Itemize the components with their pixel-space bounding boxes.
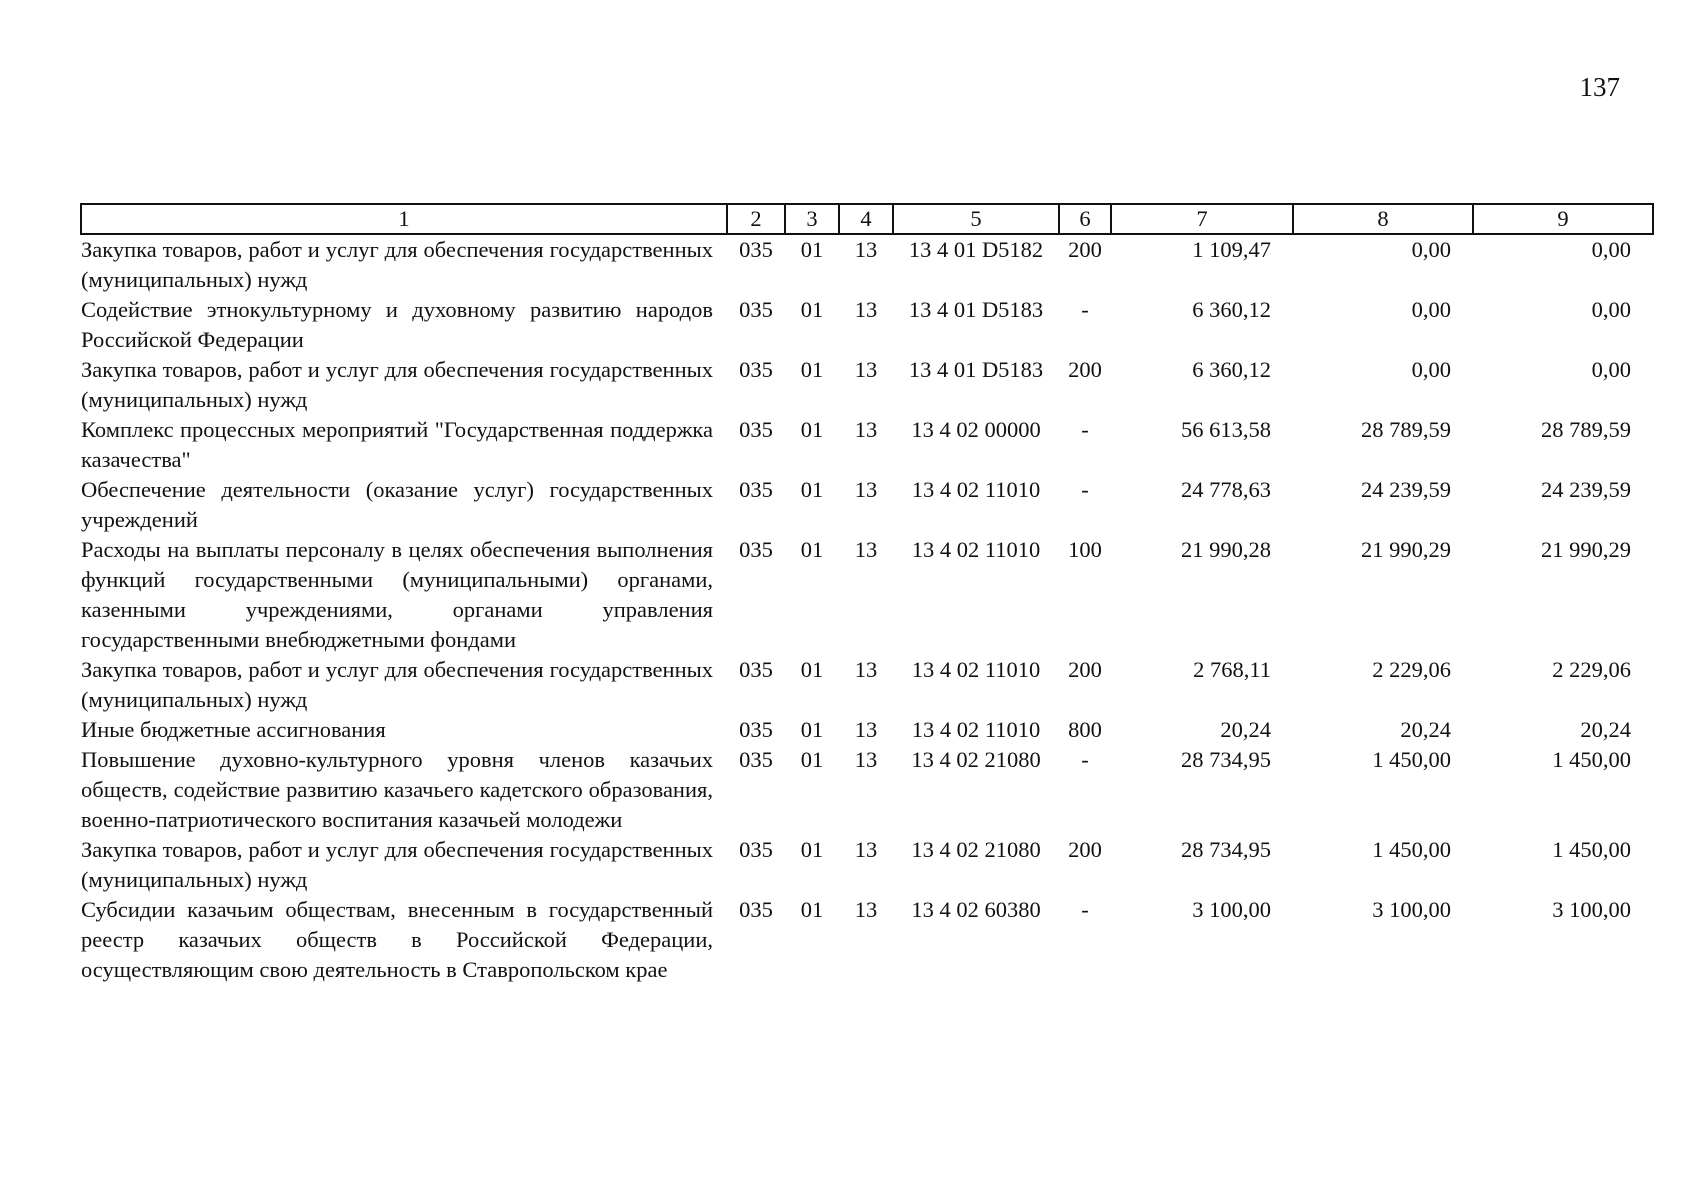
row-name: Расходы на выплаты персоналу в целях обеспечения выполнения функций государственными (муниципальными) органами, казенными учреждениями, органами управления государственными внебюджетными фондами	[81, 537, 713, 652]
table-row	[81, 745, 1653, 835]
cell-code-6: -	[1081, 747, 1089, 772]
row-name: Обеспечение деятельности (оказание услуг) государственных учреждений	[81, 477, 713, 532]
table-header	[81, 204, 1653, 234]
cell-amount-8: 21 990,29	[1361, 537, 1451, 562]
column-header: 4	[839, 204, 893, 234]
cell-amount-8: 2 229,06	[1372, 657, 1451, 682]
row-name: Комплекс процессных мероприятий "Государственная поддержка казачества"	[81, 417, 713, 472]
cell-amount-9: 0,00	[1591, 237, 1631, 262]
table-row	[81, 234, 1653, 295]
table-row	[81, 835, 1653, 895]
column-header: 7	[1111, 204, 1293, 234]
cell-code-3: 01	[800, 537, 824, 562]
cell-amount-8: 3 100,00	[1372, 897, 1451, 922]
cell-amount-7: 3 100,00	[1192, 897, 1271, 922]
cell-code-6: 200	[1068, 657, 1102, 682]
cell-amount-8: 28 789,59	[1361, 417, 1451, 442]
table-body	[81, 234, 1653, 985]
cell-amount-9: 20,24	[1580, 717, 1631, 742]
cell-amount-9: 1 450,00	[1552, 837, 1631, 862]
cell-code-3: 01	[800, 747, 824, 772]
row-name: Закупка товаров, работ и услуг для обеспечения государственных (муниципальных) нужд	[81, 357, 713, 412]
cell-amount-9: 0,00	[1591, 297, 1631, 322]
cell-code-2: 035	[739, 357, 773, 382]
cell-code-2: 035	[739, 897, 773, 922]
table-row	[81, 895, 1653, 985]
cell-amount-9: 2 229,06	[1552, 657, 1631, 682]
table-row	[81, 535, 1653, 655]
table-row	[81, 415, 1653, 475]
cell-amount-8: 24 239,59	[1361, 477, 1451, 502]
cell-amount-7: 28 734,95	[1181, 837, 1271, 862]
table-row	[81, 715, 1653, 745]
cell-code-2: 035	[739, 537, 773, 562]
column-header: 3	[785, 204, 839, 234]
cell-code-3: 01	[800, 477, 824, 502]
cell-amount-9: 1 450,00	[1552, 747, 1631, 772]
cell-code-4: 13	[854, 237, 878, 262]
cell-code-6: 800	[1068, 717, 1102, 742]
cell-code-6: -	[1081, 897, 1089, 922]
cell-code-2: 035	[739, 417, 773, 442]
cell-code-5: 13 4 02 00000	[911, 417, 1041, 442]
table-row	[81, 295, 1653, 355]
cell-code-4: 13	[854, 537, 878, 562]
cell-amount-9: 24 239,59	[1541, 477, 1631, 502]
cell-code-6: -	[1081, 417, 1089, 442]
cell-amount-8: 0,00	[1411, 357, 1451, 382]
cell-code-4: 13	[854, 717, 878, 742]
cell-code-6: -	[1081, 297, 1089, 322]
row-name: Закупка товаров, работ и услуг для обеспечения государственных (муниципальных) нужд	[81, 237, 713, 292]
cell-code-4: 13	[854, 747, 878, 772]
table-row	[81, 475, 1653, 535]
cell-code-3: 01	[800, 657, 824, 682]
cell-amount-7: 20,24	[1220, 717, 1271, 742]
cell-code-2: 035	[739, 837, 773, 862]
cell-amount-7: 2 768,11	[1193, 657, 1271, 682]
cell-code-5: 13 4 02 11010	[911, 657, 1041, 682]
row-name: Иные бюджетные ассигнования	[81, 717, 386, 742]
cell-code-5: 13 4 01 D5183	[908, 297, 1044, 322]
cell-amount-8: 0,00	[1411, 297, 1451, 322]
cell-code-6: 200	[1068, 837, 1102, 862]
cell-amount-8: 1 450,00	[1372, 837, 1451, 862]
cell-amount-7: 1 109,47	[1192, 237, 1271, 262]
cell-code-2: 035	[739, 657, 773, 682]
column-header: 8	[1293, 204, 1473, 234]
cell-code-5: 13 4 02 21080	[911, 837, 1041, 862]
column-header: 5	[893, 204, 1059, 234]
cell-code-4: 13	[854, 357, 878, 382]
cell-amount-7: 6 360,12	[1192, 357, 1271, 382]
cell-amount-8: 1 450,00	[1372, 747, 1451, 772]
page-number: 137	[1579, 72, 1620, 102]
cell-amount-7: 28 734,95	[1181, 747, 1271, 772]
cell-code-4: 13	[854, 297, 878, 322]
cell-code-2: 035	[739, 297, 773, 322]
header-row	[81, 204, 1653, 234]
cell-code-3: 01	[800, 417, 824, 442]
column-header: 6	[1059, 204, 1111, 234]
cell-code-6: 100	[1068, 537, 1102, 562]
cell-amount-9: 21 990,29	[1541, 537, 1631, 562]
cell-code-3: 01	[800, 897, 824, 922]
cell-amount-7: 6 360,12	[1192, 297, 1271, 322]
row-name: Содействие этнокультурному и духовному развитию народов Российской Федерации	[81, 297, 713, 352]
cell-code-3: 01	[800, 717, 824, 742]
cell-amount-9: 3 100,00	[1552, 897, 1631, 922]
cell-code-2: 035	[739, 477, 773, 502]
cell-code-4: 13	[854, 837, 878, 862]
cell-code-2: 035	[739, 237, 773, 262]
cell-code-5: 13 4 02 11010	[911, 537, 1041, 562]
cell-code-6: 200	[1068, 237, 1102, 262]
cell-code-3: 01	[800, 837, 824, 862]
cell-code-3: 01	[800, 297, 824, 322]
cell-code-5: 13 4 02 11010	[911, 717, 1041, 742]
cell-code-2: 035	[739, 717, 773, 742]
cell-amount-7: 24 778,63	[1181, 477, 1271, 502]
column-header: 2	[727, 204, 785, 234]
cell-amount-8: 0,00	[1411, 237, 1451, 262]
budget-table	[80, 203, 1654, 985]
cell-amount-9: 28 789,59	[1541, 417, 1631, 442]
column-header: 1	[81, 204, 727, 234]
cell-code-3: 01	[800, 237, 824, 262]
row-name: Закупка товаров, работ и услуг для обеспечения государственных (муниципальных) нужд	[81, 657, 713, 712]
cell-code-5: 13 4 02 60380	[911, 897, 1041, 922]
cell-code-5: 13 4 02 11010	[911, 477, 1041, 502]
table-row	[81, 655, 1653, 715]
row-name: Закупка товаров, работ и услуг для обеспечения государственных (муниципальных) нужд	[81, 837, 713, 892]
cell-code-4: 13	[854, 417, 878, 442]
cell-code-5: 13 4 01 D5183	[908, 357, 1044, 382]
cell-code-4: 13	[854, 477, 878, 502]
cell-code-3: 01	[800, 357, 824, 382]
cell-amount-7: 56 613,58	[1181, 417, 1271, 442]
cell-amount-9: 0,00	[1591, 357, 1631, 382]
column-header: 9	[1473, 204, 1653, 234]
cell-code-6: -	[1081, 477, 1089, 502]
cell-code-5: 13 4 01 D5182	[908, 237, 1044, 262]
cell-code-5: 13 4 02 21080	[911, 747, 1041, 772]
cell-amount-8: 20,24	[1400, 717, 1451, 742]
cell-code-4: 13	[854, 657, 878, 682]
table-row	[81, 355, 1653, 415]
row-name: Субсидии казачьим обществам, внесенным в государственный реестр казачьих обществ в Российской Федерации, осуществляющим свою деятельность в Ставропольском крае	[81, 897, 713, 982]
cell-code-6: 200	[1068, 357, 1102, 382]
cell-amount-7: 21 990,28	[1181, 537, 1271, 562]
row-name: Повышение духовно-культурного уровня членов казачьих обществ, содействие развитию казачьего кадетского образования, военно-патриотического воспитания казачьей молодежи	[81, 747, 713, 832]
cell-code-2: 035	[739, 747, 773, 772]
cell-code-4: 13	[854, 897, 878, 922]
